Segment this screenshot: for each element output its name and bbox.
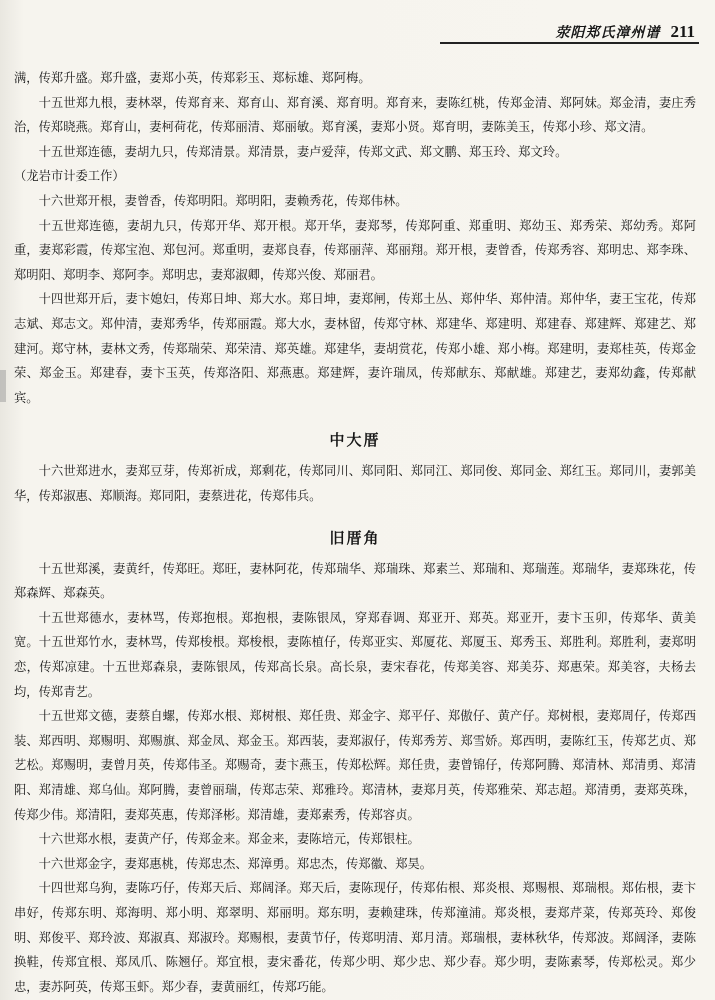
header-rule	[440, 42, 699, 44]
section-zhongdacuo	[14, 428, 696, 508]
scan-edge-mark	[0, 370, 6, 402]
document-body	[14, 66, 696, 999]
paragraph: 满，传郑升盛。郑升盛，妻郑小英，传郑彩玉、郑标雄、郑阿梅。	[14, 71, 371, 85]
paragraph: 十五世郑德水，妻林骂，传郑抱根。郑抱根，妻陈银凤，穿郑春调、郑亚开、郑英。郑亚开，妻卞玉卯，传郑华、黄美宽。十五世郑竹水，妻林骂，传郑梭根。郑梭根，妻陈植仔，传郑亚实、郑厦花、郑厦玉、郑秀玉、郑胜利。郑胜利，妻郑明恋，传郑凉建。十五世郑森泉，妻陈银凤，传郑高长泉。高长泉，妻宋春花，传郑美容、郑美芬、郑惠荣。郑美容，夫杨去均，传郑青艺。	[14, 610, 696, 699]
paragraph: 十四世郑乌狗，妻陈巧仔，传郑天后、郑阔泽。郑天后，妻陈现仔，传郑佑根、郑炎根、郑赐根、郑瑞根。郑佑根，妻卞串好，传郑东明、郑海明、郑小明、郑翠明、郑丽明。郑东明，妻赖建珠，传郑潼浦。郑炎根，妻郑芹菜，传郑英玲、郑俊明、郑俊平、郑玲波、郑淑真、郑淑玲。郑赐根，妻黄节仔，传郑明清、郑月清。郑瑞根，妻林秋华，传郑波。郑阔泽，妻陈换鞋，传郑宜根、郑凤爪、陈翘仔。郑宜根，妻宋番花，传郑少明、郑少忠、郑少春。郑少明，妻陈素琴，传郑松灵。郑少忠，妻苏阿英，传郑玉虾。郑少春，妻黄丽红，传郑巧能。	[14, 881, 696, 994]
paragraph: 十四世郑开后，妻卞媳妇，传郑日坤、郑大水。郑日坤，妻郑闸，传郑土丛、郑仲华、郑仲清。郑仲华，妻王宝花，传郑志斌、郑志文。郑仲清，妻郑秀华，传郑丽霞。郑大水，妻林留，传郑守林、郑建华、郑建明、郑建春、郑建辉、郑建艺、郑建河。郑守林，妻林文秀，传郑瑞荣、郑荣清、郑英雄。郑建华，妻胡赏花，传郑小雄、郑小梅。郑建明，妻郑桂英，传郑金荣、郑金玉。郑建春，妻卞玉英，传郑洛阳、郑燕惠。郑建辉，妻许瑞凤，传郑献东、郑献雄。郑建艺，妻郑幼鑫，传郑献宾。	[14, 292, 696, 405]
paragraph: 十五世郑文德，妻蔡自螺，传郑水根、郑树根、郑任贵、郑金字、郑平仔、郑傲仔、黄产仔。郑树根，妻郑周仔，传郑西装、郑西明、郑赐明、郑赐旗、郑金凤、郑金玉。郑西装，妻郑淑仔，传郑秀芳、郑雪娇。郑西明，妻陈红玉，传郑艺贞、郑艺松。郑赐明，妻曾月英，传郑伟圣。郑赐奇，妻卞燕玉，传郑松辉。郑任贵，妻曾锦仔，传郑阿腾、郑清林、郑清勇、郑清阳、郑清雄、郑乌仙。郑阿腾，妻曾丽瑞，传郑志荣、郑雅玲。郑清林，妻郑月英，传郑雅荣、郑志超。郑清勇，妻郑英珠，传郑少伟。郑清阳，妻郑英惠，传郑泽彬。郑清雄，妻郑素秀，传郑容贞。	[14, 709, 696, 822]
paragraph: 十五世郑连德，妻胡九只，传郑清景。郑清景，妻卢爱萍，传郑文武、郑文鹏、郑玉玲、郑文玲。	[38, 144, 568, 159]
paragraph: 十六世郑金字，妻郑惠桃，传郑忠杰、郑漳勇。郑忠杰，传郑徽、郑昊。	[38, 856, 433, 871]
header-title: 荥阳郑氏漳州谱	[555, 25, 661, 41]
paragraph: 十五世郑九根，妻林翠，传郑育来、郑育山、郑育溪、郑育明。郑育来，妻陈红桃，传郑金清、郑阿妹。郑金清，妻庄秀治，传郑晓燕。郑育山，妻柯荷花，传郑丽清、郑丽敏。郑育溪，妻郑小贤。郑育明，妻陈美玉，传郑小珍、郑文清。	[14, 95, 696, 135]
section-intro	[14, 66, 696, 410]
paragraph: 十六世郑水根，妻黄产仔，传郑金来。郑金来，妻陈培元，传郑银柱。	[38, 832, 420, 847]
paragraph: 十六世郑进水，妻郑豆芽，传郑祈成，郑剩花，传郑同川、郑同阳、郑同江、郑同俊、郑同金、郑红玉。郑同川，妻郭美华，传郑淑惠、郑顺海。郑同阳，妻蔡进花，传郑伟兵。	[14, 463, 696, 503]
running-header	[420, 12, 695, 42]
section-heading: 中大厝	[329, 431, 381, 450]
paragraph: 十六世郑开根，妻曾香，传郑明阳。郑明阳，妻赖秀花，传郑伟林。	[38, 193, 408, 208]
section-jiucuojiao	[14, 526, 696, 999]
page-number: 211	[670, 22, 695, 41]
paragraph: 十五世郑溪，妻黄纤，传郑旺。郑旺，妻林阿花，传郑瑞华、郑瑞珠、郑素兰、郑瑞和、郑瑞莲。郑瑞华，妻郑珠花，传郑森辉、郑森英。	[14, 561, 696, 601]
section-heading: 旧厝角	[329, 529, 381, 548]
paragraph: 十五世郑连德，妻胡九只，传郑开华、郑开根。郑开华，妻郑琴，传郑阿重、郑重明、郑幼玉、郑秀荣、郑幼秀。郑阿重，妻郑彩霞，传郑宝泡、郑包河。郑重明，妻郑良春，传郑丽萍、郑丽翔。郑开根，妻曾香，传郑秀容、郑明忠、郑李珠、郑明阳、郑明李、郑阿李。郑明忠，妻郑淑卿，传郑兴俊、郑丽君。	[14, 218, 696, 282]
paragraph-note: （龙岩市计委工作）	[14, 169, 125, 184]
